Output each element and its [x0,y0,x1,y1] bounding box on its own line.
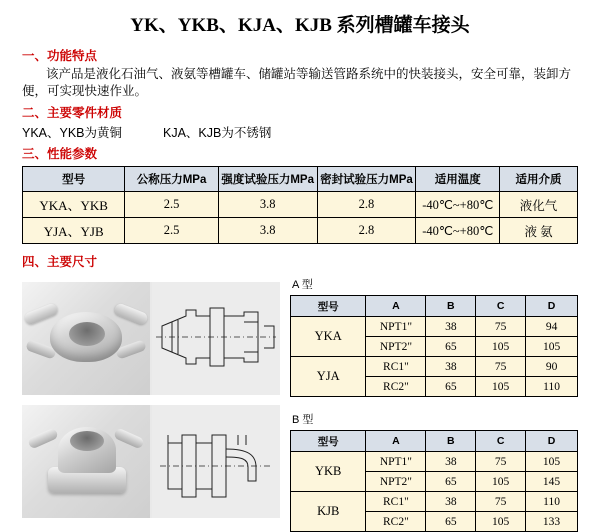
material-steel-text: KJA、KJB为不锈钢 [163,126,272,140]
table-header-row [291,296,578,317]
photo-arm-right [113,302,149,326]
dim-cell: 75 [476,317,526,337]
perf-cell: 3.8 [218,192,317,218]
perf-cell: -40℃~+80℃ [416,218,500,244]
image-row-type-b [22,405,280,518]
dim-cell: 145 [526,472,578,492]
performance-table [22,166,578,244]
page-title: YK、YKB、KJA、KJB 系列槽罐车接头 [130,15,470,36]
dim-col-model: 型号 [291,296,366,317]
section-heading-dimensions: 四、主要尺寸 [22,255,98,269]
table-row [291,317,578,337]
dim-cell: 65 [426,377,476,397]
dim-cell: 133 [526,512,578,532]
drawing-svg-b [152,405,280,518]
dim-cell: 105 [476,512,526,532]
section-heading-material: 二、主要零件材质 [22,106,123,120]
dim-col-d: D [526,296,578,317]
material-brass-text: YKA、YKB为黄铜 [22,126,123,140]
table-row [23,218,578,244]
dim-cell-model: YJA [291,357,366,397]
perf-cell: 液化气 [500,192,578,218]
dim-cell: 105 [476,337,526,357]
photo-coupling-bore [70,431,104,451]
perf-col-model: 型号 [23,167,125,192]
dim-cell: NPT1" [366,452,426,472]
dim-cell: 38 [426,452,476,472]
dim-cell: RC1" [366,492,426,512]
dim-cell: 38 [426,492,476,512]
dim-cell: 110 [526,377,578,397]
material-line [22,123,600,141]
photo-arm-left [27,427,59,449]
dim-cell: NPT2" [366,337,426,357]
perf-cell: YKA、YKB [23,192,125,218]
perf-col-strength-test-pressure: 强度试验压力MPa [218,167,317,192]
section-heading-features: 一、功能特点 [22,49,98,63]
dim-cell: RC2" [366,512,426,532]
perf-cell: 3.8 [218,218,317,244]
perf-col-nominal-pressure: 公称压力MPa [125,167,218,192]
dim-cell: RC1" [366,357,426,377]
dim-cell: 65 [426,512,476,532]
perf-cell: -40℃~+80℃ [416,192,500,218]
perf-cell: 2.8 [317,192,416,218]
features-paragraph: 该产品是液化石油气、液氨等槽罐车、储罐站等输送管路系统中的快装接头，安全可靠，装卸方便，可实现快速作业。 [22,67,572,98]
photo-arm-right [113,427,145,449]
dim-cell: 94 [526,317,578,337]
dim-cell: 65 [426,472,476,492]
dim-cell-model: YKA [291,317,366,357]
drawing-svg-a [152,282,280,395]
dim-col-model: 型号 [291,431,366,452]
dim-cell: 38 [426,317,476,337]
table-row [23,192,578,218]
perf-cell: 液 氨 [500,218,578,244]
dim-col-c: C [476,296,526,317]
perf-col-seal-test-pressure: 密封试验压力MPa [317,167,416,192]
dim-cell: 65 [426,337,476,357]
dim-col-a: A [366,431,426,452]
dim-cell: 75 [476,492,526,512]
dim-cell: 75 [476,357,526,377]
dim-col-c: C [476,431,526,452]
dimension-table-b [290,430,578,532]
dim-table-b-label: B 型 [292,414,314,426]
section-heading-performance: 三、性能参数 [22,147,98,161]
dim-cell: 90 [526,357,578,377]
table-header-row [23,167,578,192]
dim-cell: 105 [476,377,526,397]
perf-cell: 2.8 [317,218,416,244]
perf-cell: YJA、YJB [23,218,125,244]
table-row [291,357,578,377]
technical-drawing-type-a-image [152,282,280,395]
dim-cell-model: KJB [291,492,366,532]
dim-cell: 105 [526,337,578,357]
photo-coupling-bore [69,322,105,346]
dim-cell: 105 [476,472,526,492]
dim-cell: NPT2" [366,472,426,492]
product-photo-type-a-image [22,282,150,395]
dim-cell-model: YKB [291,452,366,492]
photo-arm-left [23,302,59,326]
dim-cell: 110 [526,492,578,512]
dimension-table-a [290,295,578,397]
dim-cell: NPT1" [366,317,426,337]
image-row-type-a [22,282,280,395]
dim-cell: 105 [526,452,578,472]
dimension-tables-column [290,276,578,532]
dim-col-b: B [426,431,476,452]
dim-col-b: B [426,296,476,317]
table-row [291,492,578,512]
product-photo-type-b-image [22,405,150,518]
dim-cell: 38 [426,357,476,377]
perf-cell: 2.5 [125,218,218,244]
perf-cell: 2.5 [125,192,218,218]
product-image-column [22,282,280,528]
dim-cell: RC2" [366,377,426,397]
dim-col-d: D [526,431,578,452]
table-row [291,452,578,472]
perf-col-temperature: 适用温度 [416,167,500,192]
table-header-row [291,431,578,452]
technical-drawing-type-b-image [152,405,280,518]
perf-col-medium: 适用介质 [500,167,578,192]
dim-col-a: A [366,296,426,317]
dim-table-a-label: A 型 [292,279,313,291]
dim-cell: 75 [476,452,526,472]
table-spacer [290,397,578,411]
